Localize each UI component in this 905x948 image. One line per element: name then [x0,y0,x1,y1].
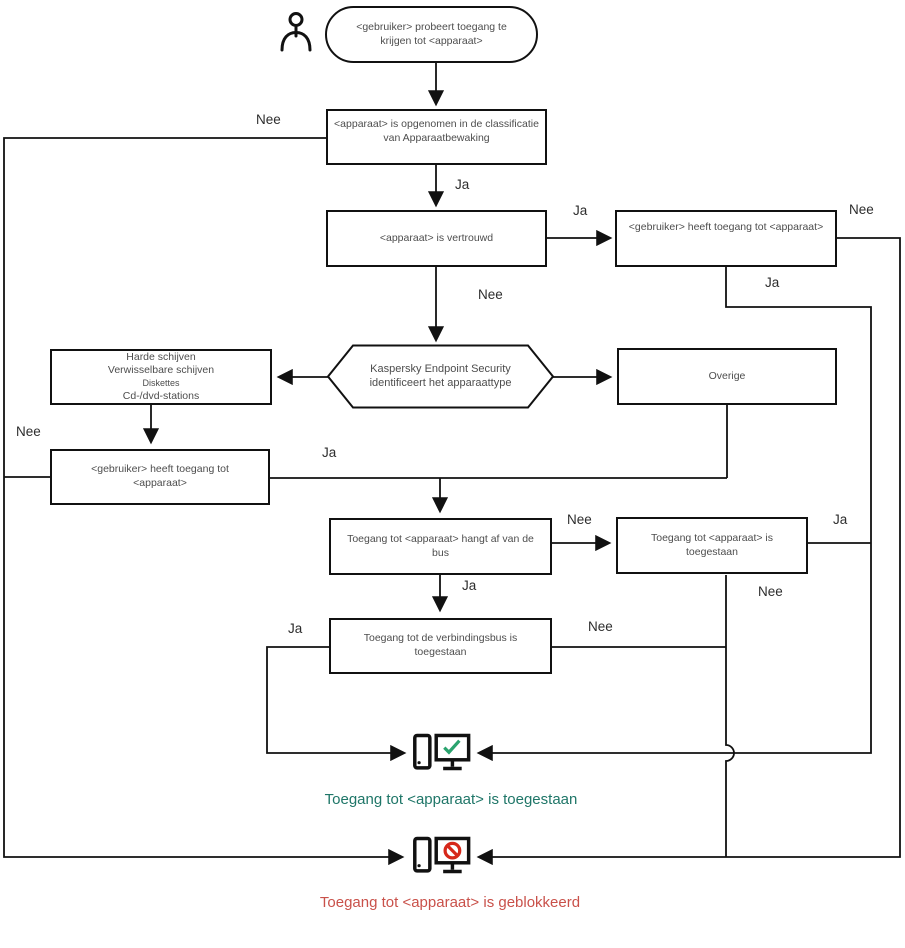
node-bus-dependent [329,518,552,575]
edge-label-user-access-top-yes: Ja [765,275,780,290]
node-bus-allowed [329,618,552,674]
node-bus-allowed-label: Toegang tot de verbindingsbus is toegestaan [363,632,518,658]
edge-label-user-access-left-no: Nee [16,424,41,439]
node-device-allowed [616,517,808,574]
edge-label-trusted-no: Nee [478,287,503,302]
edge-label-bus-allowed-no: Nee [588,619,613,634]
computer-blocked-icon [413,835,471,879]
node-bus-dependent-label: Toegang tot <apparaat> hangt af van de bus [347,532,534,559]
computer-allowed-icon [413,732,471,776]
blocked-caption: Toegang tot <apparaat> is geblokkeerd [319,894,581,911]
device-type-line: Cd-/dvd-stations [122,390,200,402]
allowed-caption: Toegang tot <apparaat> is toegestaan [324,791,578,808]
device-type-line: Harde schijven [126,351,196,363]
node-device-allowed-label: Toegang tot <apparaat> is toegestaan [650,531,773,558]
node-start-label: <gebruiker> probeert toegang te krijgen tot <apparaat> [356,20,507,47]
node-classification [326,109,547,165]
device-type-line: Diskettes [142,378,180,388]
node-user-access-left [50,449,270,505]
node-trusted-label: <apparaat> is vertrouwd [379,231,494,244]
node-identify-label: Kaspersky Endpoint Security identificeert het apparaattype [369,362,512,389]
edge-label-bus-dependent-yes: Ja [462,578,477,593]
node-device-types [50,349,272,405]
edge-label-device-allowed-yes: Ja [833,512,848,527]
node-other [617,348,837,405]
node-start [325,6,538,63]
edge-label-bus-allowed-yes: Ja [288,621,303,636]
node-user-access-left-label: <gebruiker> heeft toegang tot <apparaat> [91,463,229,489]
edge-user-access-top-yes [479,267,871,753]
edge-label-bus-dependent-no: Nee [567,512,592,527]
node-other-label: Overige [708,369,746,382]
edge-label-classification-yes: Ja [455,177,470,192]
edge-device-allowed-no [726,575,734,857]
edge-label-trusted-yes: Ja [573,203,588,218]
node-classification-label: <apparaat> is opgenomen in de classificatie van Apparaatbewaking [334,118,539,144]
edge-label-user-access-left-yes: Ja [322,445,337,460]
edge-label-user-access-top-no: Nee [849,202,874,217]
edge-label-classification-no: Nee [256,112,281,127]
user-icon [279,11,313,53]
device-type-line: Verwisselbare schijven [107,364,215,376]
node-user-access-top [615,210,837,267]
node-trusted [326,210,547,267]
node-user-access-top-label: <gebruiker> heeft toegang tot <apparaat> [628,221,824,233]
edge-label-device-allowed-no: Nee [758,584,783,599]
node-identify [338,345,543,407]
